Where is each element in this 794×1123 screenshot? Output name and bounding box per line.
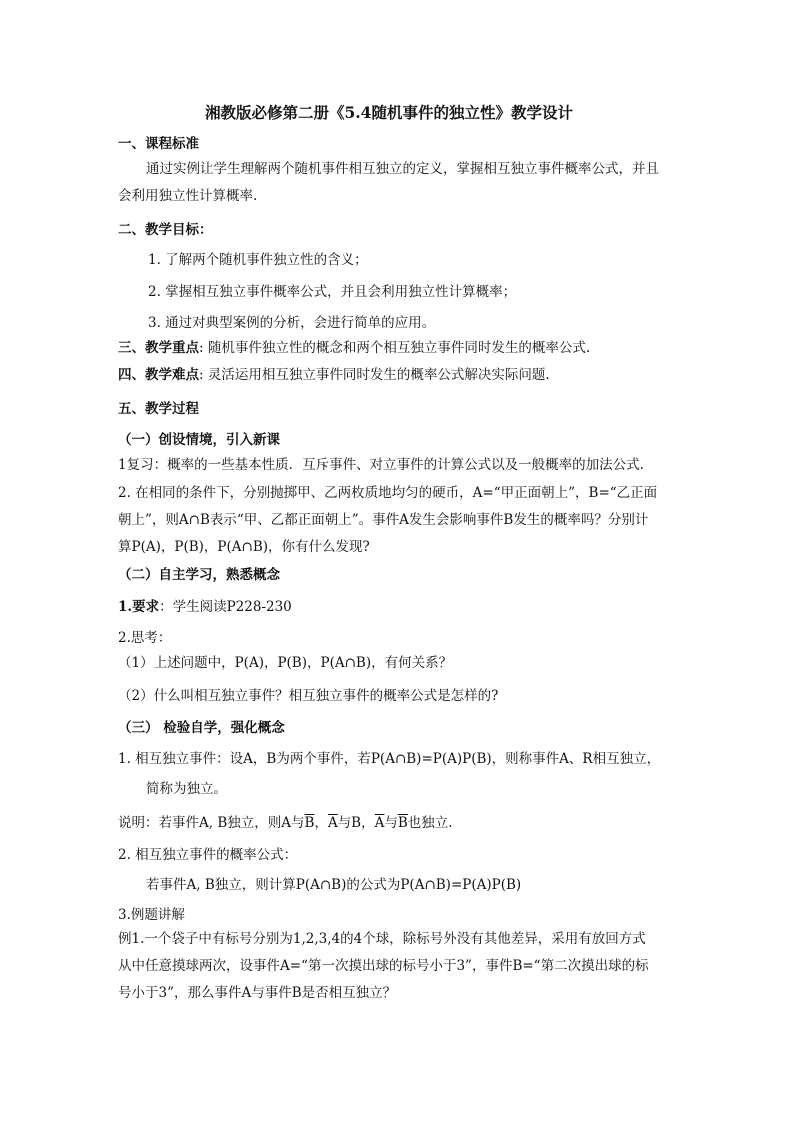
key-point-line xyxy=(118,339,590,357)
difficulty-line xyxy=(118,366,550,384)
overlined-symbol: $\overline{B}$ xyxy=(304,815,315,831)
list-item: 2. 掌握相互独立事件概率公式，并且会利用独立性计算概率； xyxy=(148,284,517,300)
section-label-3: 三、教学重点 xyxy=(118,340,199,356)
section-heading-2: 二、教学目标： xyxy=(118,222,213,238)
subsection-heading-1: （一）创设情境，引入新课 xyxy=(118,432,280,448)
overlined-symbol: $\overline{A}$ xyxy=(327,815,338,831)
requirement-label: 1.要求 xyxy=(118,599,160,615)
paragraph-line: 朝上”，则A∩B表示“甲、乙都正面朝上”。事件A发生会影响事件B发生的概率吗？分别计 xyxy=(118,512,649,528)
paragraph-line: 2. 在相同的条件下，分别抛掷甲、乙两枚质地均匀的硬币，A=“甲正面朝上”，B=“乙正面 xyxy=(118,485,658,501)
section-heading-1: 一、课程标准 xyxy=(118,136,199,152)
definition-line: 1. 相互独立事件：设A，B为两个事件，若P(A∩B)=P(A)P(B)，则称事件A、R相互独立， xyxy=(118,751,661,767)
subsection-heading-2: （二）自主学习，熟悉概念 xyxy=(118,567,280,583)
page-title: 湘教版必修第二册《5.4随机事件的独立性》教学设计 xyxy=(205,103,573,122)
section-heading-5: 五、教学过程 xyxy=(118,401,199,417)
example-line: 例1.一个袋子中有标号分别为1,2,3,4的4个球，除标号外没有其他差异，采用有放回方式 xyxy=(118,931,646,947)
example-line: 从中任意摸球两次，设事件A=“第一次摸出球的标号小于3”，事件B=“第二次摸出球的标 xyxy=(118,958,649,974)
section-label-4: 四、教学难点 xyxy=(118,367,199,383)
note-text: 与B， xyxy=(337,815,375,831)
overlined-symbol: $\overline{B}$ xyxy=(397,815,408,831)
subsection-heading-3: （三） 检验自学，强化概念 xyxy=(118,720,285,736)
paragraph-line: 1复习：概率的一些基本性质．互斥事件、对立事件的计算公式以及一般概率的加法公式. xyxy=(118,457,644,473)
key-point-text: : 随机事件独立性的概念和两个相互独立事件同时发生的概率公式. xyxy=(199,340,591,356)
example-line: 号小于3”，那么事件A与事件B是否相互独立？ xyxy=(118,985,397,1001)
requirement-text: ：学生阅读P228-230 xyxy=(159,599,292,615)
question-item: （2）什么叫相互独立事件？相互独立事件的概率公式是怎样的? xyxy=(118,688,499,704)
list-item: 3. 通过对典型案例的分析，会进行简单的应用。 xyxy=(148,315,436,331)
paragraph-line: 通过实例让学生理解两个随机事件相互独立的定义，掌握相互独立事件概率公式，并且 xyxy=(146,161,659,177)
definition-line: 简称为独立。 xyxy=(146,781,227,797)
list-item: 1. 了解两个随机事件独立性的含义； xyxy=(148,252,368,268)
note-line xyxy=(118,814,453,832)
difficulty-text: : 灵活运用相互独立事件同时发生的概率公式解决实际问题. xyxy=(199,367,550,383)
paragraph-line: 算P(A)，P(B)，P(A∩B)，你有什么发现? xyxy=(118,539,370,555)
formula-line: 若事件A, B独立，则计算P(A∩B)的公式为P(A∩B)=P(A)P(B) xyxy=(146,877,522,893)
question-item: （1）上述问题中，P(A)，P(B)，P(A∩B)，有何关系？ xyxy=(118,655,453,671)
paragraph-line: 2.思考： xyxy=(118,630,172,646)
note-text: ， xyxy=(314,815,328,831)
note-text: 与 xyxy=(384,815,398,831)
formula-heading: 2. 相互独立事件的概率公式： xyxy=(118,847,298,863)
example-heading: 3.例题讲解 xyxy=(118,907,185,923)
note-text: 也独立. xyxy=(407,815,453,831)
paragraph-line: 会利用独立性计算概率. xyxy=(118,188,258,204)
overlined-symbol: $\overline{A}$ xyxy=(374,815,385,831)
note-text: 说明：若事件A, B独立，则A与 xyxy=(118,815,305,831)
requirement-line xyxy=(118,598,292,616)
